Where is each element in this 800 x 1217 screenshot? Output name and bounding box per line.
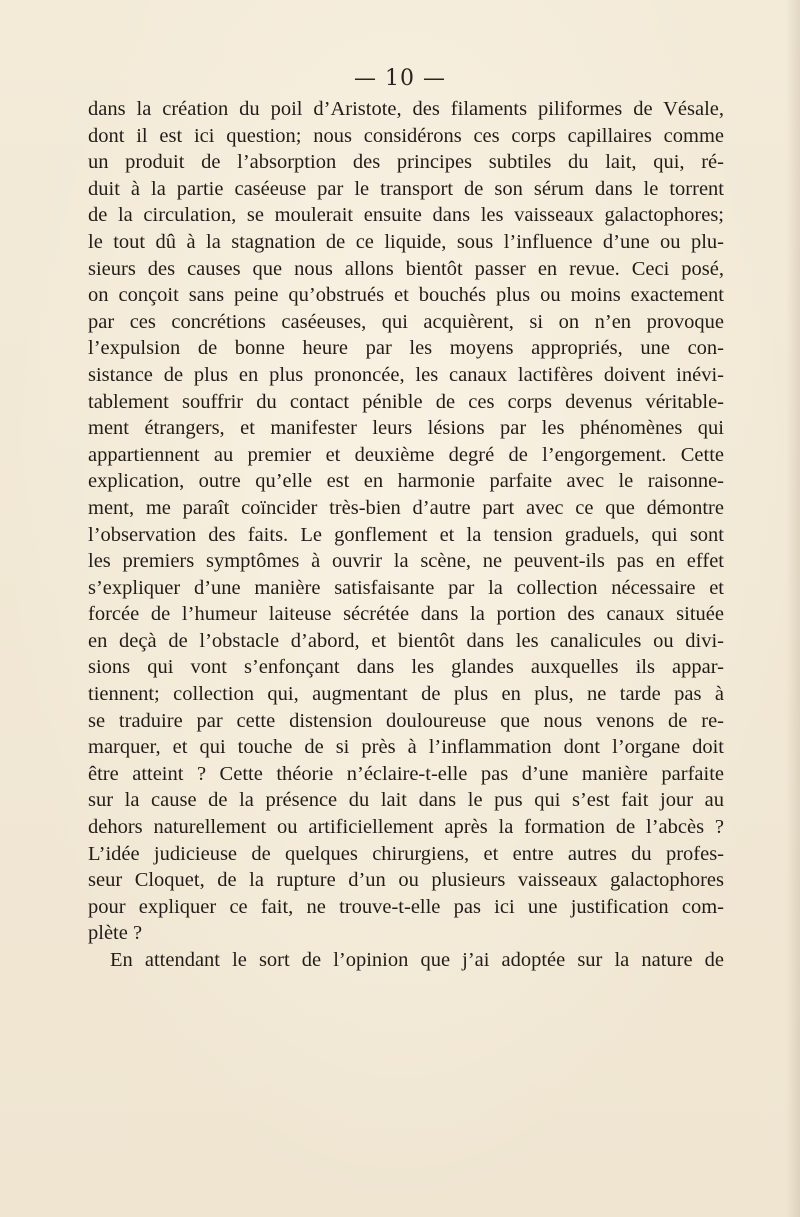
text-line: les premiers symptômes à ouvrir la scène, ne peuvent-ils pas en effet <box>88 550 724 573</box>
text-line: dans la création du poil d’Aristote, des filaments piliformes de Vésale, <box>88 98 724 120</box>
body-text <box>88 96 724 974</box>
text-line: l’expulsion de bonne heure par les moyens appropriés, une con- <box>88 337 724 360</box>
text-line: ment, me paraît coïncider très-bien d’autre part avec ce que démontre <box>88 496 724 519</box>
text-line: s’expliquer d’une manière satisfaisante par la collection nécessaire et <box>88 576 724 599</box>
text-line: sistance de plus en plus prononcée, les canaux lactifères doivent inévi- <box>88 363 724 386</box>
text-line: En attendant le sort de l’opinion que j’ai adoptée sur la nature de <box>110 949 724 971</box>
text-line: sur la cause de la présence du lait dans le pus qui s’est fait jour au <box>88 789 724 812</box>
text-line: en deçà de l’obstacle d’abord, et bientôt dans les canalicules ou divi- <box>88 629 724 652</box>
text-line: tiennent; collection qui, augmentant de plus en plus, ne tarde pas à <box>88 683 724 706</box>
text-line: le tout dû à la stagnation de ce liquide, sous l’influence d’une ou plu- <box>88 230 724 253</box>
text-line: l’observation des faits. Le gonflement et la tension graduels, qui sont <box>88 523 724 546</box>
text-line: tablement souffrir du contact pénible de ces corps devenus véritable- <box>88 390 724 413</box>
text-line: pour expliquer ce fait, ne trouve-t-elle pas ici une justification com- <box>88 895 724 918</box>
text-line: duit à la partie caséeuse par le transport de son sérum dans le torrent <box>88 177 724 200</box>
text-line: explication, outre qu’elle est en harmonie parfaite avec le raisonne- <box>88 470 724 493</box>
text-line: sieurs des causes que nous allons bientôt passer en revue. Ceci posé, <box>88 257 724 280</box>
text-line: ment étrangers, et manifester leurs lésions par les phénomènes qui <box>88 417 724 440</box>
text-line: seur Cloquet, de la rupture d’un ou plusieurs vaisseaux galactophores <box>88 869 724 892</box>
text-line: L’idée judicieuse de quelques chirurgiens, et entre autres du profes- <box>88 842 724 865</box>
text-line: se traduire par cette distension douloureuse que nous venons de re- <box>88 709 724 732</box>
text-line: sions qui vont s’enfonçant dans les glandes auxquelles ils appar- <box>88 656 724 679</box>
page-number: — 10 — <box>354 66 446 91</box>
text-line: dont il est ici question; nous considérons ces corps capillaires comme <box>88 124 724 147</box>
text-line: marquer, et qui touche de si près à l’inflammation dont l’organe doit <box>88 736 724 759</box>
text-line: on conçoit sans peine qu’obstrués et bouchés plus ou moins exactement <box>88 284 724 307</box>
text-line: un produit de l’absorption des principes subtiles du lait, qui, ré- <box>88 151 724 174</box>
text-line: de la circulation, se moulerait ensuite dans les vaisseaux galactophores; <box>88 204 724 227</box>
text-line: forcée de l’humeur laiteuse sécrétée dans la portion des canaux située <box>88 603 724 626</box>
page-edge-shadow <box>786 0 800 1217</box>
text-line: dehors naturellement ou artificiellement après la formation de l’abcès ? <box>88 816 724 839</box>
text-line: plète ? <box>88 922 143 945</box>
text-line: être atteint ? Cette théorie n’éclaire-t-elle pas d’une manière parfaite <box>88 762 724 785</box>
text-line: par ces concrétions caséeuses, qui acquièrent, si on n’en provoque <box>88 310 724 333</box>
text-line: appartiennent au premier et deuxième degré de l’engorgement. Cette <box>88 443 724 466</box>
